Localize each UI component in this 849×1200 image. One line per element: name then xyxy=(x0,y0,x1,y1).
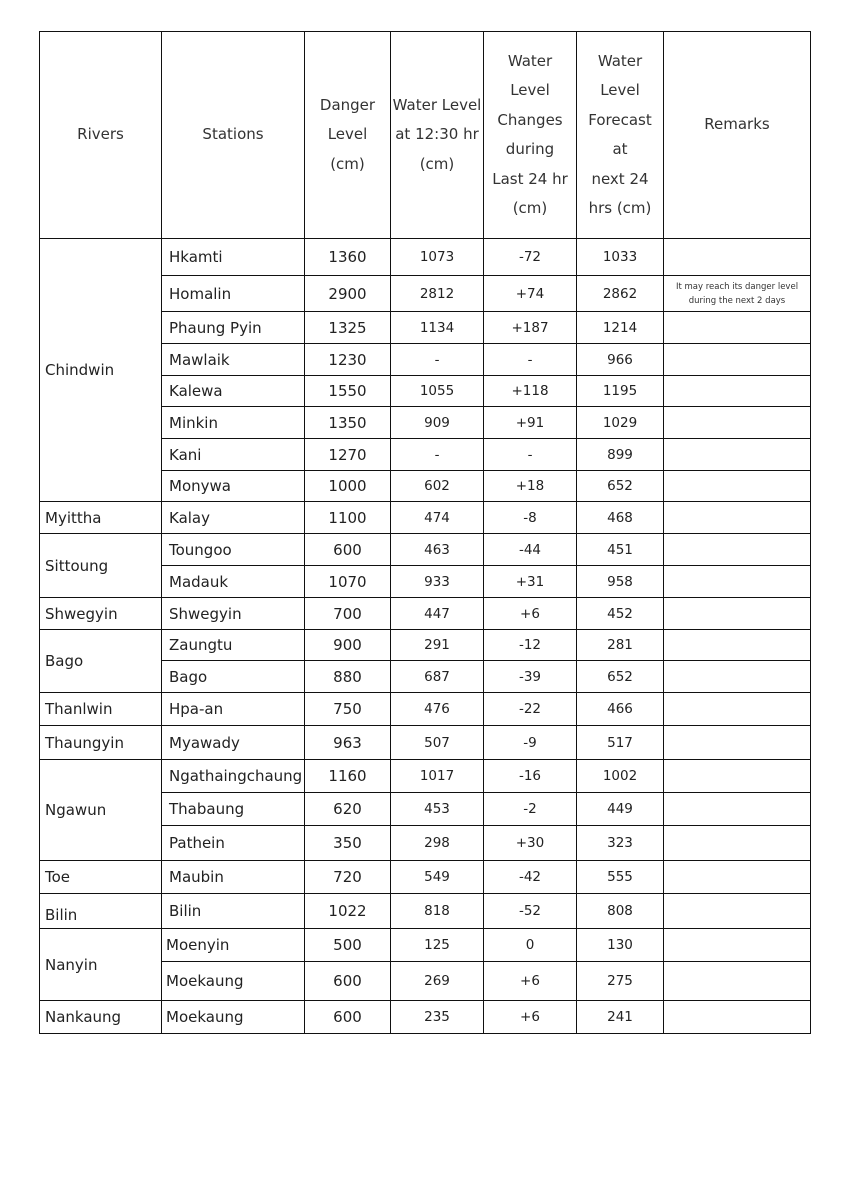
station-cell: Pathein xyxy=(162,826,305,861)
river-cell-bilin: Bilin xyxy=(40,894,162,929)
remark-line: during the next 2 days xyxy=(688,295,786,306)
station-cell: Bago xyxy=(162,661,305,693)
danger-level-cell: 1550 xyxy=(305,376,391,407)
remark-cell xyxy=(664,407,811,439)
remark-cell xyxy=(664,376,811,407)
water-level-header-line: (cm) xyxy=(419,154,455,173)
station-cell: Moenyin xyxy=(162,929,305,962)
forecast-cell: 1214 xyxy=(577,312,664,344)
remark-cell xyxy=(664,929,811,962)
change-cell: -39 xyxy=(484,661,577,693)
water-level-cell: 453 xyxy=(391,793,484,826)
danger-level-cell: 880 xyxy=(305,661,391,693)
remarks-header: Remarks xyxy=(664,32,811,239)
water-level-header-line: at 12:30 hr xyxy=(395,125,479,144)
river-cell-shwegyin: Shwegyin xyxy=(40,598,162,630)
water-level-cell: 1134 xyxy=(391,312,484,344)
change-cell: -42 xyxy=(484,861,577,894)
water-level-cell: 269 xyxy=(391,962,484,1001)
change-cell: 0 xyxy=(484,929,577,962)
water-level-cell: 602 xyxy=(391,471,484,502)
forecast-header-line: Water xyxy=(597,51,643,70)
river-cell-chindwin: Chindwin xyxy=(40,239,162,502)
forecast-header xyxy=(577,32,664,239)
water-level-cell: 818 xyxy=(391,894,484,929)
river-cell-nanyin: Nanyin xyxy=(40,929,162,1001)
station-cell: Moekaung xyxy=(162,1001,305,1034)
water-level-cell: 298 xyxy=(391,826,484,861)
remark-cell xyxy=(664,962,811,1001)
remark-cell xyxy=(664,344,811,376)
station-cell: Minkin xyxy=(162,407,305,439)
forecast-cell: 130 xyxy=(577,929,664,962)
change-cell: -12 xyxy=(484,630,577,661)
change-cell: +18 xyxy=(484,471,577,502)
table-row xyxy=(40,760,811,793)
remark-cell xyxy=(664,1001,811,1034)
change-cell: +118 xyxy=(484,376,577,407)
danger-level-cell: 700 xyxy=(305,598,391,630)
water-level-cell: - xyxy=(391,344,484,376)
station-cell: Maubin xyxy=(162,861,305,894)
danger-level-header-line: Level xyxy=(327,125,368,144)
danger-level-cell: 1230 xyxy=(305,344,391,376)
forecast-cell: 652 xyxy=(577,471,664,502)
change-cell: +31 xyxy=(484,566,577,598)
forecast-cell: 452 xyxy=(577,598,664,630)
station-cell: Zaungtu xyxy=(162,630,305,661)
station-cell: Mawlaik xyxy=(162,344,305,376)
danger-level-cell: 1022 xyxy=(305,894,391,929)
remark-cell xyxy=(664,534,811,566)
change-cell: -44 xyxy=(484,534,577,566)
forecast-cell: 2862 xyxy=(577,276,664,312)
station-cell: Thabaung xyxy=(162,793,305,826)
table-row xyxy=(40,1001,811,1034)
water-level-cell: 2812 xyxy=(391,276,484,312)
change-cell: +6 xyxy=(484,962,577,1001)
forecast-header-line: next 24 xyxy=(591,169,649,188)
change-cell: -8 xyxy=(484,502,577,534)
forecast-cell: 517 xyxy=(577,726,664,760)
remark-cell xyxy=(664,661,811,693)
danger-level-cell: 1360 xyxy=(305,239,391,276)
water-level-cell: 1055 xyxy=(391,376,484,407)
station-cell: Homalin xyxy=(162,276,305,312)
remark-cell xyxy=(664,502,811,534)
station-cell: Madauk xyxy=(162,566,305,598)
forecast-cell: 468 xyxy=(577,502,664,534)
changes-header-line: Level xyxy=(510,81,550,99)
water-level-cell: 447 xyxy=(391,598,484,630)
remark-cell xyxy=(664,312,811,344)
table-row xyxy=(40,894,811,929)
water-level-cell: 933 xyxy=(391,566,484,598)
water-level-cell: 687 xyxy=(391,661,484,693)
remark-cell xyxy=(664,894,811,929)
remark-cell xyxy=(664,793,811,826)
table-row xyxy=(40,630,811,661)
water-level-cell: 125 xyxy=(391,929,484,962)
change-cell: -22 xyxy=(484,693,577,726)
water-level-cell: 1073 xyxy=(391,239,484,276)
danger-level-cell: 600 xyxy=(305,962,391,1001)
changes-header-line: Changes xyxy=(497,110,563,129)
station-cell: Myawady xyxy=(162,726,305,760)
station-cell: Phaung Pyin xyxy=(162,312,305,344)
table-row xyxy=(40,502,811,534)
river-cell-thanlwin: Thanlwin xyxy=(40,693,162,726)
water-level-cell: 235 xyxy=(391,1001,484,1034)
danger-level-cell: 720 xyxy=(305,861,391,894)
water-level-table xyxy=(39,31,811,1034)
rivers-header: Rivers xyxy=(40,32,162,239)
changes-header-line: (cm) xyxy=(512,199,548,217)
change-cell: -2 xyxy=(484,793,577,826)
danger-level-cell: 600 xyxy=(305,534,391,566)
remark-cell xyxy=(664,630,811,661)
table-row xyxy=(40,726,811,760)
station-cell: Ngathaingchaung xyxy=(162,760,305,793)
remark-cell xyxy=(664,276,811,312)
danger-level-cell: 1270 xyxy=(305,439,391,471)
station-cell: Kani xyxy=(162,439,305,471)
change-cell: +187 xyxy=(484,312,577,344)
station-cell: Kalay xyxy=(162,502,305,534)
water-level-cell: 476 xyxy=(391,693,484,726)
change-cell: -72 xyxy=(484,239,577,276)
danger-level-cell: 1160 xyxy=(305,760,391,793)
water-level-header-line: Water Level xyxy=(392,95,482,114)
water-level-cell: 474 xyxy=(391,502,484,534)
remark-cell xyxy=(664,826,811,861)
danger-level-cell: 600 xyxy=(305,1001,391,1034)
danger-level-cell: 1070 xyxy=(305,566,391,598)
station-cell: Kalewa xyxy=(162,376,305,407)
water-level-header xyxy=(391,32,484,239)
water-level-cell: 507 xyxy=(391,726,484,760)
change-cell: - xyxy=(484,439,577,471)
station-cell: Toungoo xyxy=(162,534,305,566)
forecast-cell: 652 xyxy=(577,661,664,693)
forecast-cell: 1002 xyxy=(577,760,664,793)
river-cell-ngawun: Ngawun xyxy=(40,760,162,861)
forecast-header-line: Level xyxy=(600,81,640,99)
remark-cell xyxy=(664,693,811,726)
water-level-cell: - xyxy=(391,439,484,471)
danger-level-cell: 620 xyxy=(305,793,391,826)
change-cell: +30 xyxy=(484,826,577,861)
forecast-cell: 451 xyxy=(577,534,664,566)
change-cell: +74 xyxy=(484,276,577,312)
table-row xyxy=(40,534,811,566)
changes-header-line: during xyxy=(505,140,555,158)
change-cell: -16 xyxy=(484,760,577,793)
forecast-cell: 1195 xyxy=(577,376,664,407)
forecast-header-line: hrs (cm) xyxy=(588,199,652,217)
forecast-cell: 275 xyxy=(577,962,664,1001)
danger-level-cell: 900 xyxy=(305,630,391,661)
forecast-cell: 1029 xyxy=(577,407,664,439)
danger-level-cell: 500 xyxy=(305,929,391,962)
danger-level-cell: 2900 xyxy=(305,276,391,312)
forecast-cell: 808 xyxy=(577,894,664,929)
danger-level-cell: 350 xyxy=(305,826,391,861)
forecast-header-line: at xyxy=(612,140,628,158)
station-cell: Hkamti xyxy=(162,239,305,276)
river-cell-thaungyin: Thaungyin xyxy=(40,726,162,760)
water-level-cell: 909 xyxy=(391,407,484,439)
water-level-cell: 463 xyxy=(391,534,484,566)
danger-level-cell: 1100 xyxy=(305,502,391,534)
water-level-cell: 1017 xyxy=(391,760,484,793)
danger-level-header-line: Danger xyxy=(319,95,376,114)
water-level-cell: 291 xyxy=(391,630,484,661)
forecast-cell: 555 xyxy=(577,861,664,894)
remark-line: It may reach its danger level xyxy=(675,281,799,292)
table-row xyxy=(40,239,811,276)
danger-level-cell: 1000 xyxy=(305,471,391,502)
forecast-header-line: Forecast xyxy=(588,110,652,129)
danger-level-cell: 750 xyxy=(305,693,391,726)
danger-level-header xyxy=(305,32,391,239)
table-row xyxy=(40,929,811,962)
changes-header-line: Last 24 hr xyxy=(492,169,568,188)
station-cell: Shwegyin xyxy=(162,598,305,630)
remark-cell xyxy=(664,439,811,471)
river-cell-nankaung: Nankaung xyxy=(40,1001,162,1034)
stations-header: Stations xyxy=(162,32,305,239)
change-cell: +91 xyxy=(484,407,577,439)
changes-header-line: Water xyxy=(507,51,553,70)
forecast-cell: 449 xyxy=(577,793,664,826)
river-cell-myittha: Myittha xyxy=(40,502,162,534)
remark-cell xyxy=(664,861,811,894)
river-cell-sittoung: Sittoung xyxy=(40,534,162,598)
table-row xyxy=(40,598,811,630)
water-level-cell: 549 xyxy=(391,861,484,894)
remark-cell xyxy=(664,471,811,502)
station-cell: Moekaung xyxy=(162,962,305,1001)
station-cell: Monywa xyxy=(162,471,305,502)
remark-cell xyxy=(664,239,811,276)
forecast-cell: 323 xyxy=(577,826,664,861)
danger-level-cell: 963 xyxy=(305,726,391,760)
danger-level-header-line: (cm) xyxy=(330,154,365,173)
changes-header xyxy=(484,32,577,239)
remark-cell xyxy=(664,726,811,760)
table-row xyxy=(40,861,811,894)
forecast-cell: 958 xyxy=(577,566,664,598)
remark-cell xyxy=(664,566,811,598)
change-cell: +6 xyxy=(484,598,577,630)
remark-cell xyxy=(664,598,811,630)
remark-cell xyxy=(664,760,811,793)
forecast-cell: 241 xyxy=(577,1001,664,1034)
station-cell: Hpa-an xyxy=(162,693,305,726)
river-cell-bago: Bago xyxy=(40,630,162,693)
river-cell-toe: Toe xyxy=(40,861,162,894)
danger-level-cell: 1325 xyxy=(305,312,391,344)
station-cell: Bilin xyxy=(162,894,305,929)
danger-level-cell: 1350 xyxy=(305,407,391,439)
forecast-cell: 966 xyxy=(577,344,664,376)
forecast-cell: 899 xyxy=(577,439,664,471)
forecast-cell: 466 xyxy=(577,693,664,726)
forecast-cell: 281 xyxy=(577,630,664,661)
change-cell: -9 xyxy=(484,726,577,760)
header-row xyxy=(40,32,811,239)
change-cell: - xyxy=(484,344,577,376)
change-cell: +6 xyxy=(484,1001,577,1034)
forecast-cell: 1033 xyxy=(577,239,664,276)
table-row xyxy=(40,693,811,726)
change-cell: -52 xyxy=(484,894,577,929)
